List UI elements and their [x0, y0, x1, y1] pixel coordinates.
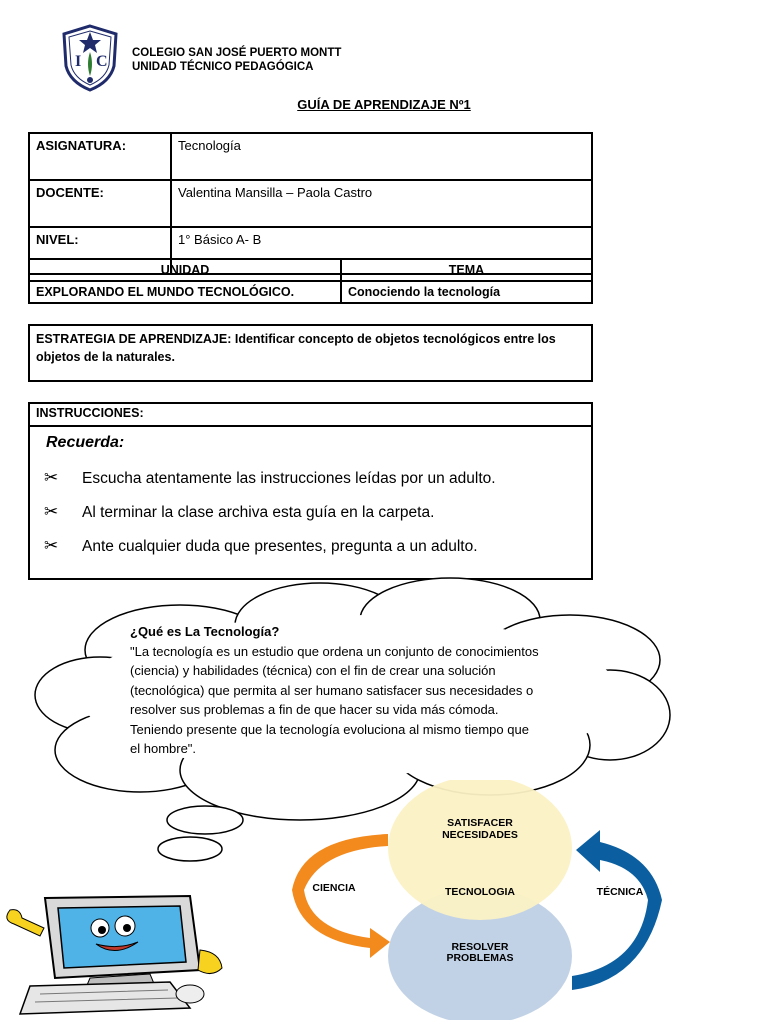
school-logo	[60, 24, 120, 92]
instruction-text: Ante cualquier duda que presentes, pregunta a un adulto.	[82, 538, 478, 555]
table-row	[29, 259, 592, 281]
instruction-text: Al terminar la clase archiva esta guía en la carpeta.	[82, 504, 435, 521]
right-arrow	[572, 830, 662, 990]
strategy-box	[28, 324, 593, 382]
table-row	[29, 281, 592, 303]
school-line-1: COLEGIO SAN JOSÉ PUERTO MONTT	[132, 47, 342, 59]
school-line-2: UNIDAD TÉCNICO PEDAGÓGICA	[132, 61, 314, 73]
technology-diagram	[290, 780, 670, 1020]
docente-label: DOCENTE:	[29, 180, 171, 227]
ciencia-label: CIENCIA	[312, 882, 356, 894]
cloud-definition: "La tecnología es un estudio que ordena un conjunto de conocimientos (ciencia) y habilidades (técnica) con el fin de crear una solución (tecnológica) que permita al ser humano satisfacer sus necesidades o resolver sus problemas a fin de que hacer su vida más cómoda. Teniendo presente que la tecnología evoluciona al mismo tiempo que el hombre".	[130, 643, 539, 756]
tema-header: TEMA	[341, 259, 592, 281]
unidad-header: UNIDAD	[29, 259, 341, 281]
satisfacer-line-2: NECESIDADES	[442, 829, 518, 841]
svg-text:I: I	[75, 53, 82, 70]
svg-text:C: C	[96, 53, 108, 70]
tecnica-label: TÉCNICA	[596, 886, 644, 898]
asignatura-value: Tecnología	[171, 133, 592, 180]
instructions-box	[28, 402, 593, 580]
table-row	[29, 133, 592, 180]
satisfacer-line-1: SATISFACER	[447, 817, 513, 829]
list-item	[44, 502, 434, 522]
instruction-text: Escucha atentamente las instrucciones leídas por un adulto.	[82, 470, 496, 487]
school-name	[132, 46, 341, 74]
list-item	[44, 468, 496, 488]
left-arrow	[292, 834, 390, 958]
nivel-value: 1° Básico A- B	[171, 227, 592, 274]
nivel-label: NIVEL:	[29, 227, 171, 274]
resolver-line-1: RESOLVER	[451, 941, 509, 953]
strategy-text: ESTRATEGIA DE APRENDIZAJE: Identificar concepto de objetos tecnológicos entre los objetos de la naturales.	[36, 332, 556, 364]
cloud-text-block	[130, 622, 540, 759]
scissors-icon: ✂	[44, 468, 59, 487]
docente-value: Valentina Mansilla – Paola Castro	[171, 180, 592, 227]
page-title: GUÍA DE APRENDIZAJE Nº1	[297, 97, 471, 112]
tecnologia-label: TECNOLOGIA	[445, 886, 515, 898]
asignatura-label: ASIGNATURA:	[29, 133, 171, 180]
tema-value: Conociendo la tecnología	[341, 281, 592, 303]
instructions-header: INSTRUCCIONES:	[30, 404, 591, 427]
unidad-value: EXPLORANDO EL MUNDO TECNOLÓGICO.	[29, 281, 341, 303]
scissors-icon: ✂	[44, 502, 59, 521]
table-row	[29, 180, 592, 227]
cloud-question: ¿Qué es La Tecnología?	[130, 624, 280, 639]
unit-table	[28, 258, 593, 304]
satisfacer-circle	[388, 780, 572, 920]
computer-cartoon-icon	[0, 890, 230, 1020]
recuerda-label: Recuerda:	[46, 434, 125, 451]
list-item	[44, 536, 478, 556]
resolver-line-2: PROBLEMAS	[446, 952, 514, 964]
info-table	[28, 132, 593, 275]
scissors-icon: ✂	[44, 536, 59, 555]
